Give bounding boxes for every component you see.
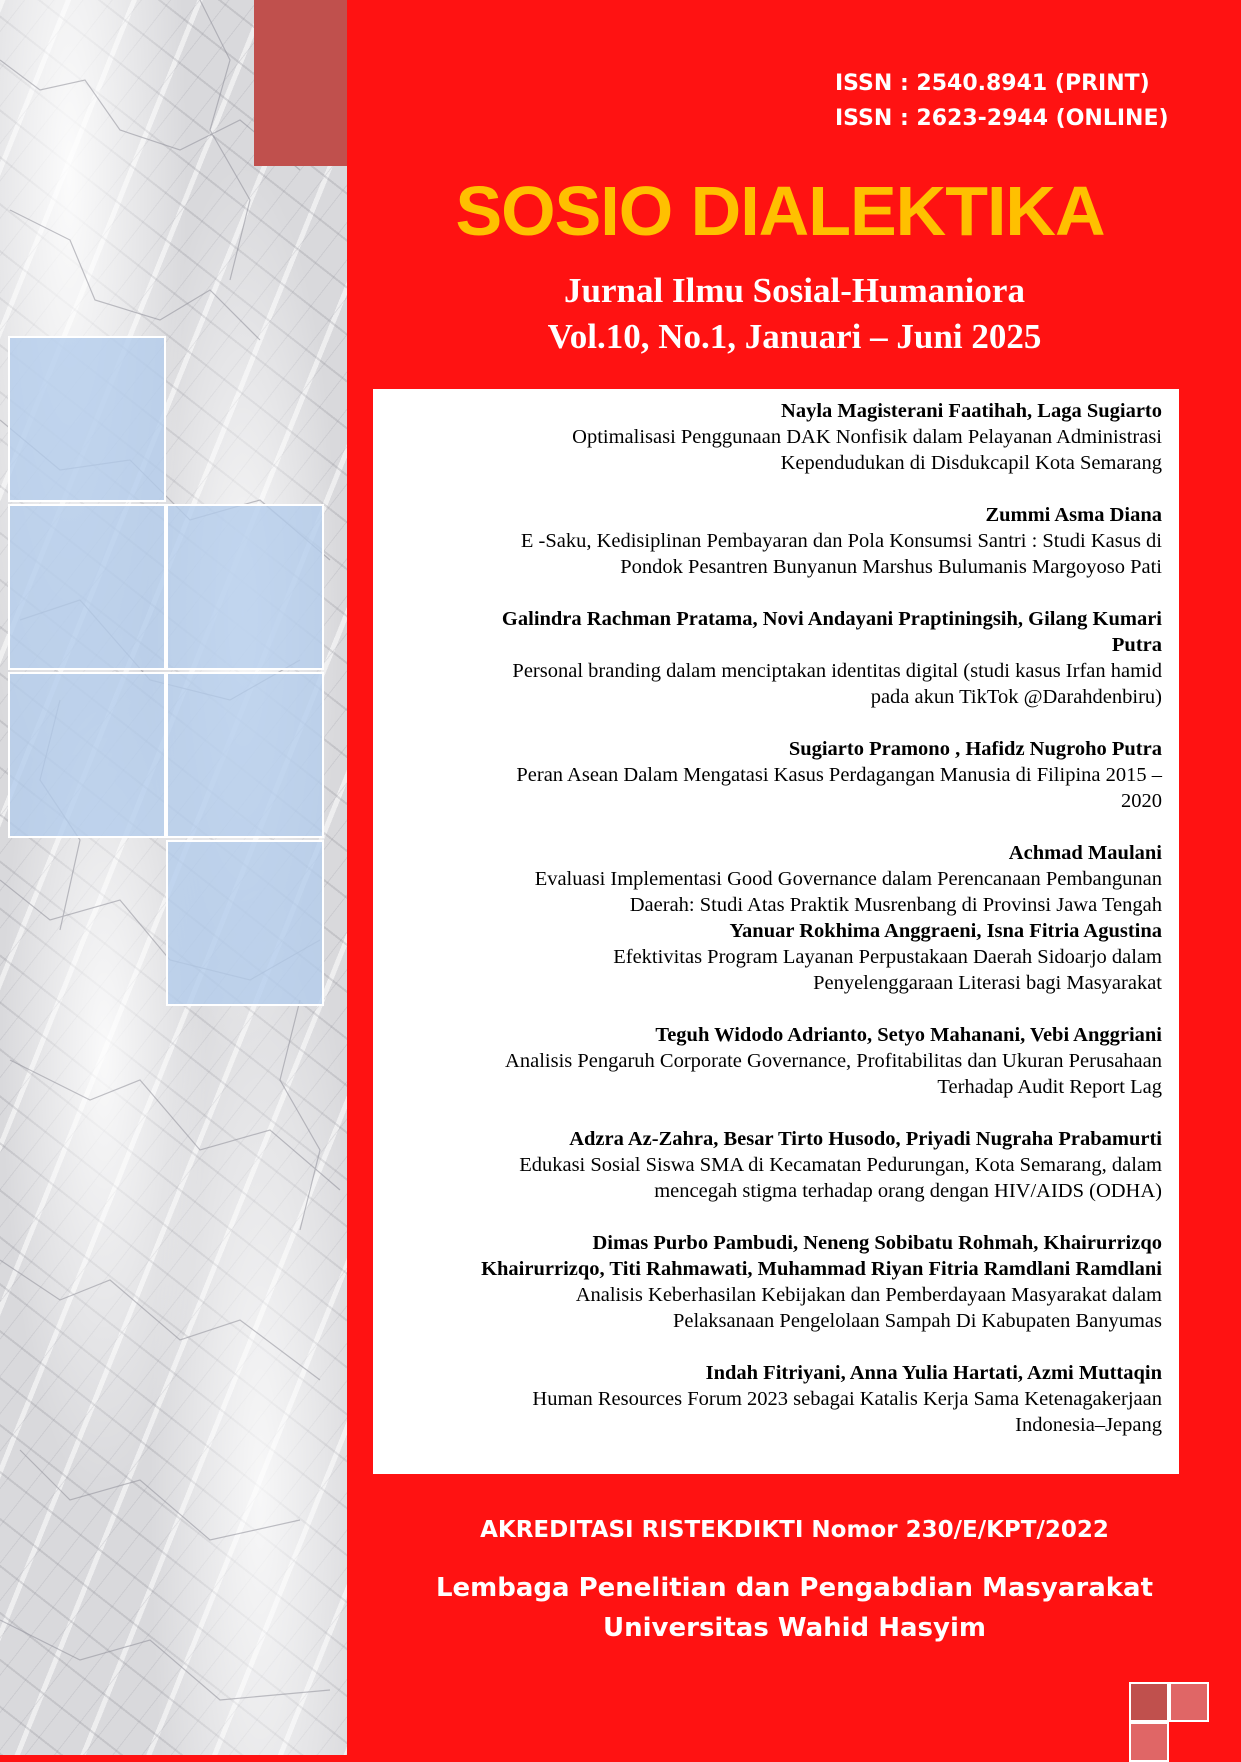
entry-title-line: Evaluasi Implementasi Good Governance dalam Perencanaan Pembangunan <box>534 868 1162 890</box>
entry-authors: Galindra Rachman Pratama, Novi Andayani Praptiningsih, Gilang Kumari <box>501 608 1162 630</box>
corner-tile <box>1169 1682 1209 1722</box>
corner-tile <box>1129 1722 1169 1762</box>
toc-entry <box>390 1022 1162 1100</box>
university-name: Universitas Wahid Hasyim <box>603 1613 986 1643</box>
journal-subtitle: Jurnal Ilmu Sosial-Humaniora <box>564 271 1025 310</box>
blue-tile <box>8 504 166 670</box>
entry-authors: Adzra Az-Zahra, Besar Tirto Husodo, Priyadi Nugraha Prabamurti <box>569 1128 1162 1150</box>
entry-authors: Nayla Magisterani Faatihah, Laga Sugiarto <box>781 400 1162 422</box>
journal-subtitle-block <box>347 268 1241 360</box>
blue-tile <box>166 672 324 838</box>
entry-title-line: mencegah stigma terhadap orang dengan HIV/AIDS (ODHA) <box>654 1180 1162 1202</box>
entry-title-line: Edukasi Sosial Siswa SMA di Kecamatan Pedurungan, Kota Semarang, dalam <box>519 1154 1162 1176</box>
issn-online: ISSN : 2623-2944 (ONLINE) <box>835 106 1169 131</box>
entry-title-line: E -Saku, Kedisiplinan Pembayaran dan Pola Konsumsi Santri : Studi Kasus di <box>520 530 1162 552</box>
toc-entry <box>390 1126 1162 1204</box>
entry-title-line: Peran Asean Dalam Mengatasi Kasus Perdagangan Manusia di Filipina 2015 – <box>516 764 1162 786</box>
entry-title-line: pada akun TikTok @Darahdenbiru) <box>870 686 1162 708</box>
issn-print: ISSN : 2540.8941 (PRINT) <box>835 71 1150 96</box>
entry-title-line: Analisis Pengaruh Corporate Governance, Profitabilitas dan Ukuran Perusahaan <box>505 1050 1162 1072</box>
entry-authors: Achmad Maulani <box>1008 842 1162 864</box>
institution-block <box>347 1568 1241 1648</box>
entry-authors: Putra <box>1111 634 1162 656</box>
table-of-contents <box>373 389 1179 1474</box>
journal-title: SOSIO DIALEKTIKA <box>455 172 1105 250</box>
entry-title-line: Kependudukan di Disdukcapil Kota Semarang <box>780 452 1162 474</box>
entry-authors: Sugiarto Pramono , Hafidz Nugroho Putra <box>788 738 1162 760</box>
entry-authors: Indah Fitriyani, Anna Yulia Hartati, Azmi Muttaqin <box>705 1362 1162 1384</box>
entry-authors: Yanuar Rokhima Anggraeni, Isna Fitria Agustina <box>729 920 1162 942</box>
entry-title-line: 2020 <box>1121 790 1162 812</box>
entry-title-line: Daerah: Studi Atas Praktik Musrenbang di Provinsi Jawa Tengah <box>629 894 1162 916</box>
accreditation-text: AKREDITASI RISTEKDIKTI Nomor 230/E/KPT/2022 <box>480 1517 1109 1543</box>
entry-title-line: Human Resources Forum 2023 sebagai Katalis Kerja Sama Ketenagakerjaan <box>532 1388 1162 1410</box>
toc-entry <box>390 502 1162 580</box>
issn-block <box>835 66 1169 136</box>
toc-entry <box>390 736 1162 814</box>
accent-block-top <box>254 0 347 166</box>
blue-tile <box>166 504 324 670</box>
entry-title-line: Pondok Pesantren Bunyanun Marshus Bulumanis Margoyoso Pati <box>620 556 1162 578</box>
toc-entry <box>390 1360 1162 1438</box>
corner-tile <box>1129 1682 1169 1722</box>
entry-title-line: Terhadap Audit Report Lag <box>937 1076 1162 1098</box>
entry-authors: Dimas Purbo Pambudi, Neneng Sobibatu Rohmah, Khairurrizqo <box>592 1232 1162 1254</box>
toc-entry <box>390 398 1162 476</box>
blue-tile <box>8 336 166 502</box>
entry-authors: Teguh Widodo Adrianto, Setyo Mahanani, Vebi Anggriani <box>655 1024 1162 1046</box>
institution-name: Lembaga Penelitian dan Pengabdian Masyarakat <box>435 1573 1154 1603</box>
toc-entry <box>390 918 1162 996</box>
blue-tile <box>166 840 324 1006</box>
entry-authors: Khairurrizqo, Titi Rahmawati, Muhammad Riyan Fitria Ramdlani Ramdlani <box>481 1258 1162 1280</box>
toc-entry <box>390 1230 1162 1334</box>
entry-title-line: Penyelenggaraan Literasi bagi Masyarakat <box>813 972 1162 994</box>
toc-entry <box>390 840 1162 918</box>
entry-title-line: Efektivitas Program Layanan Perpustakaan Daerah Sidoarjo dalam <box>613 946 1162 968</box>
entry-title-line: Analisis Keberhasilan Kebijakan dan Pemberdayaan Masyarakat dalam <box>575 1284 1162 1306</box>
toc-entry <box>390 606 1162 710</box>
entry-title-line: Personal branding dalam menciptakan identitas digital (studi kasus Irfan hamid <box>512 660 1162 682</box>
entry-title-line: Indonesia–Jepang <box>1015 1414 1162 1436</box>
journal-issue: Vol.10, No.1, Januari – Juni 2025 <box>547 317 1042 356</box>
entry-title-line: Optimalisasi Penggunaan DAK Nonfisik dalam Pelayanan Administrasi <box>572 426 1162 448</box>
entry-authors: Zummi Asma Diana <box>985 504 1162 526</box>
entry-title-line: Pelaksanaan Pengelolaan Sampah Di Kabupaten Banyumas <box>672 1310 1162 1332</box>
blue-tile <box>8 672 166 838</box>
